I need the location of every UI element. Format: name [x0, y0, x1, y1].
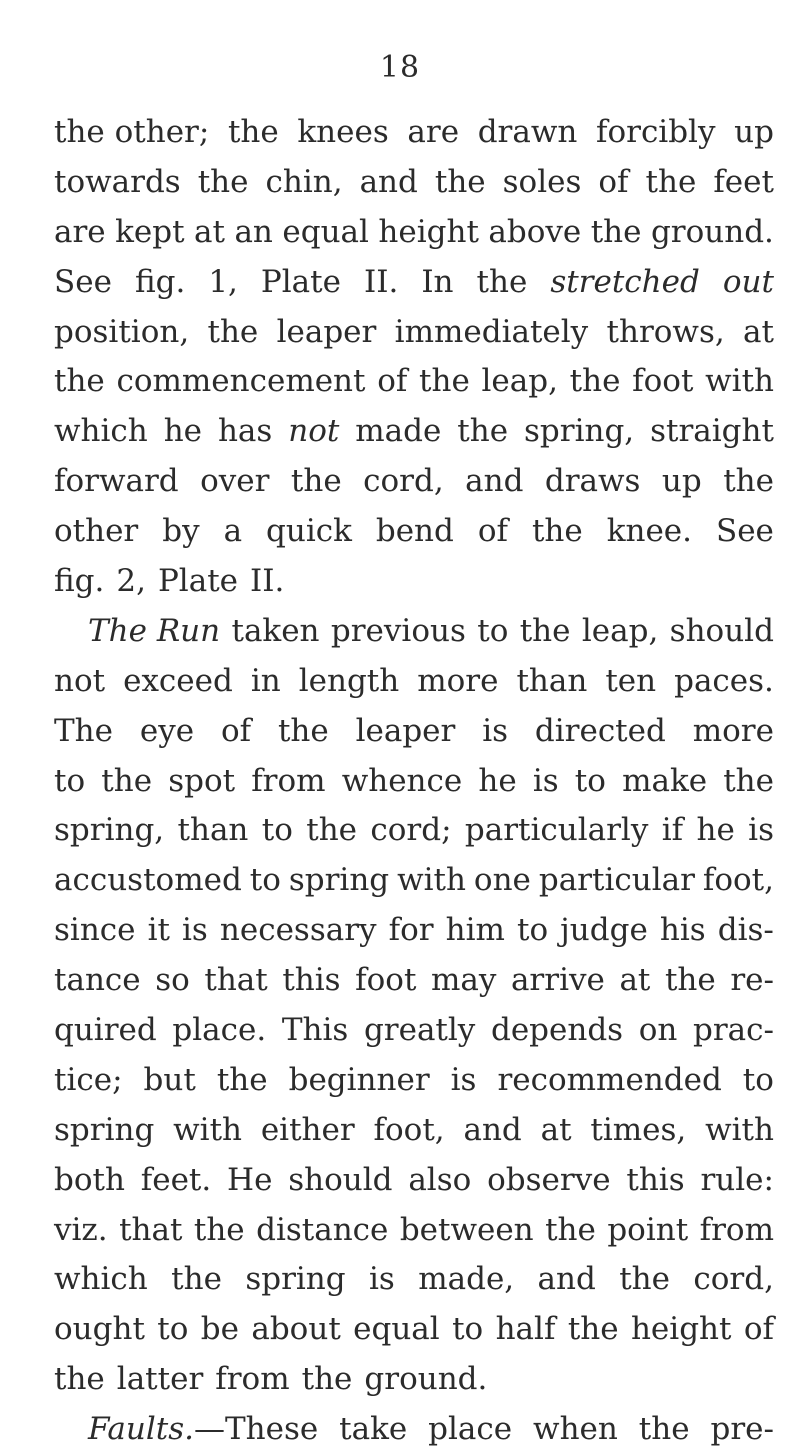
word: equal: [353, 1311, 440, 1348]
word: In: [421, 263, 454, 300]
text-line: [54, 856, 774, 906]
page-number: 18: [379, 50, 421, 85]
word: it: [147, 912, 170, 949]
word: chin,: [265, 163, 343, 200]
word: soles: [502, 163, 582, 200]
body-text: [54, 108, 774, 1455]
text-line: [54, 457, 774, 507]
word: both: [54, 1161, 125, 1198]
word: position,: [54, 313, 190, 350]
word: beginner: [288, 1061, 430, 1098]
word: half: [495, 1311, 556, 1348]
word: taken: [231, 612, 320, 649]
text-line: [54, 956, 774, 1006]
word: exceed: [123, 662, 233, 699]
word: whence: [341, 762, 463, 799]
word: the: [101, 762, 153, 799]
word: be: [200, 1311, 239, 1348]
word: the: [227, 114, 279, 150]
word: the: [590, 213, 642, 250]
word: the: [531, 513, 583, 550]
text-line: [54, 707, 774, 757]
word: is: [748, 812, 774, 849]
word: particular: [538, 862, 695, 899]
word: of: [598, 163, 629, 200]
word: the: [54, 363, 105, 400]
word: See: [715, 513, 774, 550]
word: kept: [115, 213, 185, 250]
word: also: [408, 1161, 472, 1198]
word: in: [250, 662, 281, 699]
word: the: [664, 962, 716, 999]
word: depends: [490, 1012, 624, 1049]
word: the: [723, 463, 774, 500]
word: paces.: [674, 662, 774, 699]
text-line: [54, 308, 774, 358]
text-line: [54, 1206, 774, 1256]
word: eye: [139, 712, 195, 749]
word: dis-: [717, 912, 774, 949]
word: over: [200, 463, 270, 500]
word: than: [177, 812, 249, 849]
word: the: [567, 1311, 619, 1348]
word: at: [540, 1111, 572, 1148]
word: to: [742, 1061, 774, 1098]
word: to: [574, 762, 606, 799]
word: the: [723, 762, 774, 799]
word: and: [537, 1261, 596, 1298]
word: the: [193, 1211, 245, 1248]
text-line: [54, 1156, 774, 1206]
word: the: [457, 413, 509, 450]
word: so: [155, 962, 190, 999]
word: to: [516, 912, 549, 949]
word: the: [277, 712, 329, 749]
word: ought: [54, 1311, 145, 1348]
word: leap,: [581, 612, 659, 649]
word: with: [705, 363, 774, 400]
word: for: [388, 912, 434, 949]
word: of: [477, 513, 508, 550]
word: to: [249, 862, 281, 899]
word: Plate: [157, 563, 239, 600]
text-line: [54, 906, 774, 956]
word: should: [288, 1161, 393, 1198]
word: times,: [590, 1111, 687, 1148]
word: height: [378, 213, 479, 250]
word: up: [661, 463, 702, 500]
word: 2,: [116, 563, 146, 600]
word: equal: [282, 213, 369, 250]
word: foot: [632, 363, 694, 400]
word: made: [355, 413, 442, 450]
word: the: [519, 612, 571, 649]
word: and: [465, 463, 524, 500]
word: fig.: [54, 563, 105, 600]
word: he: [478, 762, 517, 799]
word: of: [377, 363, 408, 400]
text-line: [54, 258, 774, 308]
word: is: [450, 1061, 477, 1098]
word: to: [452, 1311, 484, 1348]
word: and: [463, 1111, 522, 1148]
word: may: [430, 962, 497, 999]
word: 1,: [208, 263, 238, 300]
word: made,: [418, 1261, 515, 1298]
word: He: [227, 1161, 273, 1198]
word: This: [281, 1012, 349, 1049]
text-line: [54, 1056, 774, 1106]
word: him: [445, 912, 505, 949]
word: rule:: [700, 1161, 774, 1198]
word: to: [477, 612, 509, 649]
word: quired: [54, 1012, 157, 1049]
word: observe: [487, 1161, 611, 1198]
word: tance: [54, 962, 141, 999]
word: bend: [375, 513, 454, 550]
word: the: [569, 363, 621, 400]
word: a: [223, 513, 243, 550]
text-line: [54, 1355, 774, 1405]
word: from: [699, 1211, 774, 1248]
word: cord,: [693, 1261, 774, 1298]
word: which: [54, 1261, 148, 1298]
word-italic: stretched: [550, 263, 700, 300]
word: if: [661, 812, 684, 849]
word: his: [659, 912, 706, 949]
word: place: [428, 1411, 513, 1448]
word: the: [419, 363, 470, 400]
text-line: [54, 757, 774, 807]
word: feet.: [140, 1161, 212, 1198]
text-line: [54, 806, 774, 856]
word: pre-: [710, 1411, 774, 1448]
word: previous: [330, 612, 466, 649]
word: at: [194, 213, 225, 250]
word: spring: [245, 1261, 346, 1298]
word: to: [54, 762, 86, 799]
word: make: [622, 762, 708, 799]
word: one: [473, 862, 531, 899]
word: II.: [363, 263, 399, 300]
word: throws,: [606, 313, 725, 350]
word: more: [692, 712, 774, 749]
text-line: [54, 1006, 774, 1056]
text-line: [54, 407, 774, 457]
word: leaper: [276, 313, 377, 350]
word: the: [216, 1061, 268, 1098]
word: forward: [54, 463, 179, 500]
word: spring: [54, 1111, 155, 1148]
word: that: [119, 1211, 183, 1248]
word: drawn: [477, 114, 578, 150]
word: that: [204, 962, 268, 999]
text-line: [54, 1405, 774, 1455]
word: are: [407, 114, 460, 150]
word: up: [734, 114, 774, 150]
word: straight: [650, 413, 774, 450]
word: fig.: [134, 263, 186, 300]
word: the: [171, 1261, 222, 1298]
word: forcibly: [595, 114, 716, 150]
word: The: [54, 712, 113, 749]
word: is: [482, 712, 509, 749]
word: arrive: [510, 962, 605, 999]
word: spring: [288, 862, 390, 899]
word: necessary: [219, 912, 377, 949]
word: tice;: [54, 1061, 123, 1098]
word: towards: [54, 163, 181, 200]
word: leaper: [355, 712, 456, 749]
text-line: [54, 208, 774, 258]
word: at: [619, 962, 651, 999]
word: about: [251, 1311, 341, 1348]
word: the: [476, 263, 528, 300]
word: leap,: [481, 363, 558, 400]
word: foot: [355, 962, 417, 999]
word: to: [261, 812, 293, 849]
word: the: [301, 1361, 353, 1398]
text-line: [54, 158, 774, 208]
word: when: [533, 1411, 618, 1448]
word: since: [54, 912, 136, 949]
text-line: [54, 507, 774, 557]
word: he: [163, 413, 202, 450]
word: by: [162, 513, 200, 550]
word: are: [54, 213, 106, 250]
word: the: [306, 812, 358, 849]
word: quick: [266, 513, 352, 550]
text-line: [54, 1305, 774, 1355]
word: spot: [168, 762, 236, 799]
word: accustomed: [54, 862, 242, 899]
word: feet: [713, 163, 774, 200]
word: has: [217, 413, 273, 450]
word: the: [434, 163, 486, 200]
word: length: [298, 662, 400, 699]
word: with: [705, 1111, 774, 1148]
text-line: [54, 108, 774, 158]
text-line: [54, 357, 774, 407]
word: place.: [172, 1012, 267, 1049]
word-italic: The Run: [88, 612, 221, 649]
word: of: [220, 712, 252, 749]
text-line: [54, 607, 774, 657]
word: knee.: [606, 513, 692, 550]
word: viz.: [54, 1211, 108, 1248]
word: judge: [560, 912, 648, 949]
word: Plate: [260, 263, 341, 300]
word: which: [54, 413, 148, 450]
word: point: [607, 1211, 689, 1248]
word: prac-: [693, 1012, 774, 1049]
word-italic: not: [288, 413, 340, 450]
word: he: [696, 812, 735, 849]
word: an: [234, 213, 273, 250]
word: knees: [297, 114, 389, 150]
word: with: [397, 862, 466, 899]
word: of: [743, 1311, 774, 1348]
word: the: [290, 463, 342, 500]
word: the: [54, 1361, 105, 1398]
word: not: [54, 662, 106, 699]
word: to: [157, 1311, 189, 1348]
word: and: [359, 163, 418, 200]
word: other: [54, 513, 139, 550]
word: foot,: [373, 1111, 445, 1148]
word: the: [197, 163, 249, 200]
text-line: [54, 557, 774, 607]
text-line: [54, 1255, 774, 1305]
text-line: [54, 1106, 774, 1156]
word: the: [645, 163, 697, 200]
word: re-: [730, 962, 774, 999]
word: between: [399, 1211, 534, 1248]
word: on: [638, 1012, 678, 1049]
word: II.: [250, 563, 285, 600]
word: spring,: [524, 413, 635, 450]
word: the: [619, 1261, 670, 1298]
word: See: [54, 263, 112, 300]
word: more: [417, 662, 499, 699]
word: draws: [544, 463, 641, 500]
word: height: [630, 1311, 732, 1348]
word: the: [545, 1211, 596, 1248]
word: particularly: [464, 812, 649, 849]
word: commencement: [116, 363, 366, 400]
word: with: [173, 1111, 242, 1148]
text-line: [54, 657, 774, 707]
word: ground.: [364, 1361, 488, 1398]
word: cord;: [370, 812, 452, 849]
word: is: [369, 1261, 395, 1298]
word: from: [215, 1361, 290, 1398]
word: either: [260, 1111, 355, 1148]
word: directed: [534, 712, 666, 749]
word: this: [282, 962, 341, 999]
word: is: [182, 912, 208, 949]
word: spring,: [54, 812, 165, 849]
word: cord,: [363, 463, 444, 500]
word: this: [626, 1161, 685, 1198]
word: distance: [256, 1211, 389, 1248]
word: the: [638, 1411, 690, 1448]
word: foot,: [702, 862, 774, 899]
word: ten: [605, 662, 657, 699]
word: take: [339, 1411, 408, 1448]
word: immediately: [394, 313, 589, 350]
word: than: [516, 662, 588, 699]
word: the: [207, 313, 259, 350]
word: greatly: [363, 1012, 476, 1049]
word: should: [669, 612, 774, 649]
word: above: [488, 213, 582, 250]
word-italic: out: [722, 263, 774, 300]
word: but: [143, 1061, 196, 1098]
word: ground.: [650, 213, 774, 250]
word: latter: [116, 1361, 204, 1398]
word: recommended: [497, 1061, 722, 1098]
word: is: [532, 762, 559, 799]
word: the other;: [54, 114, 210, 150]
word: at: [743, 313, 774, 350]
word: from: [251, 762, 326, 799]
word: Faults.—These: [88, 1411, 319, 1448]
